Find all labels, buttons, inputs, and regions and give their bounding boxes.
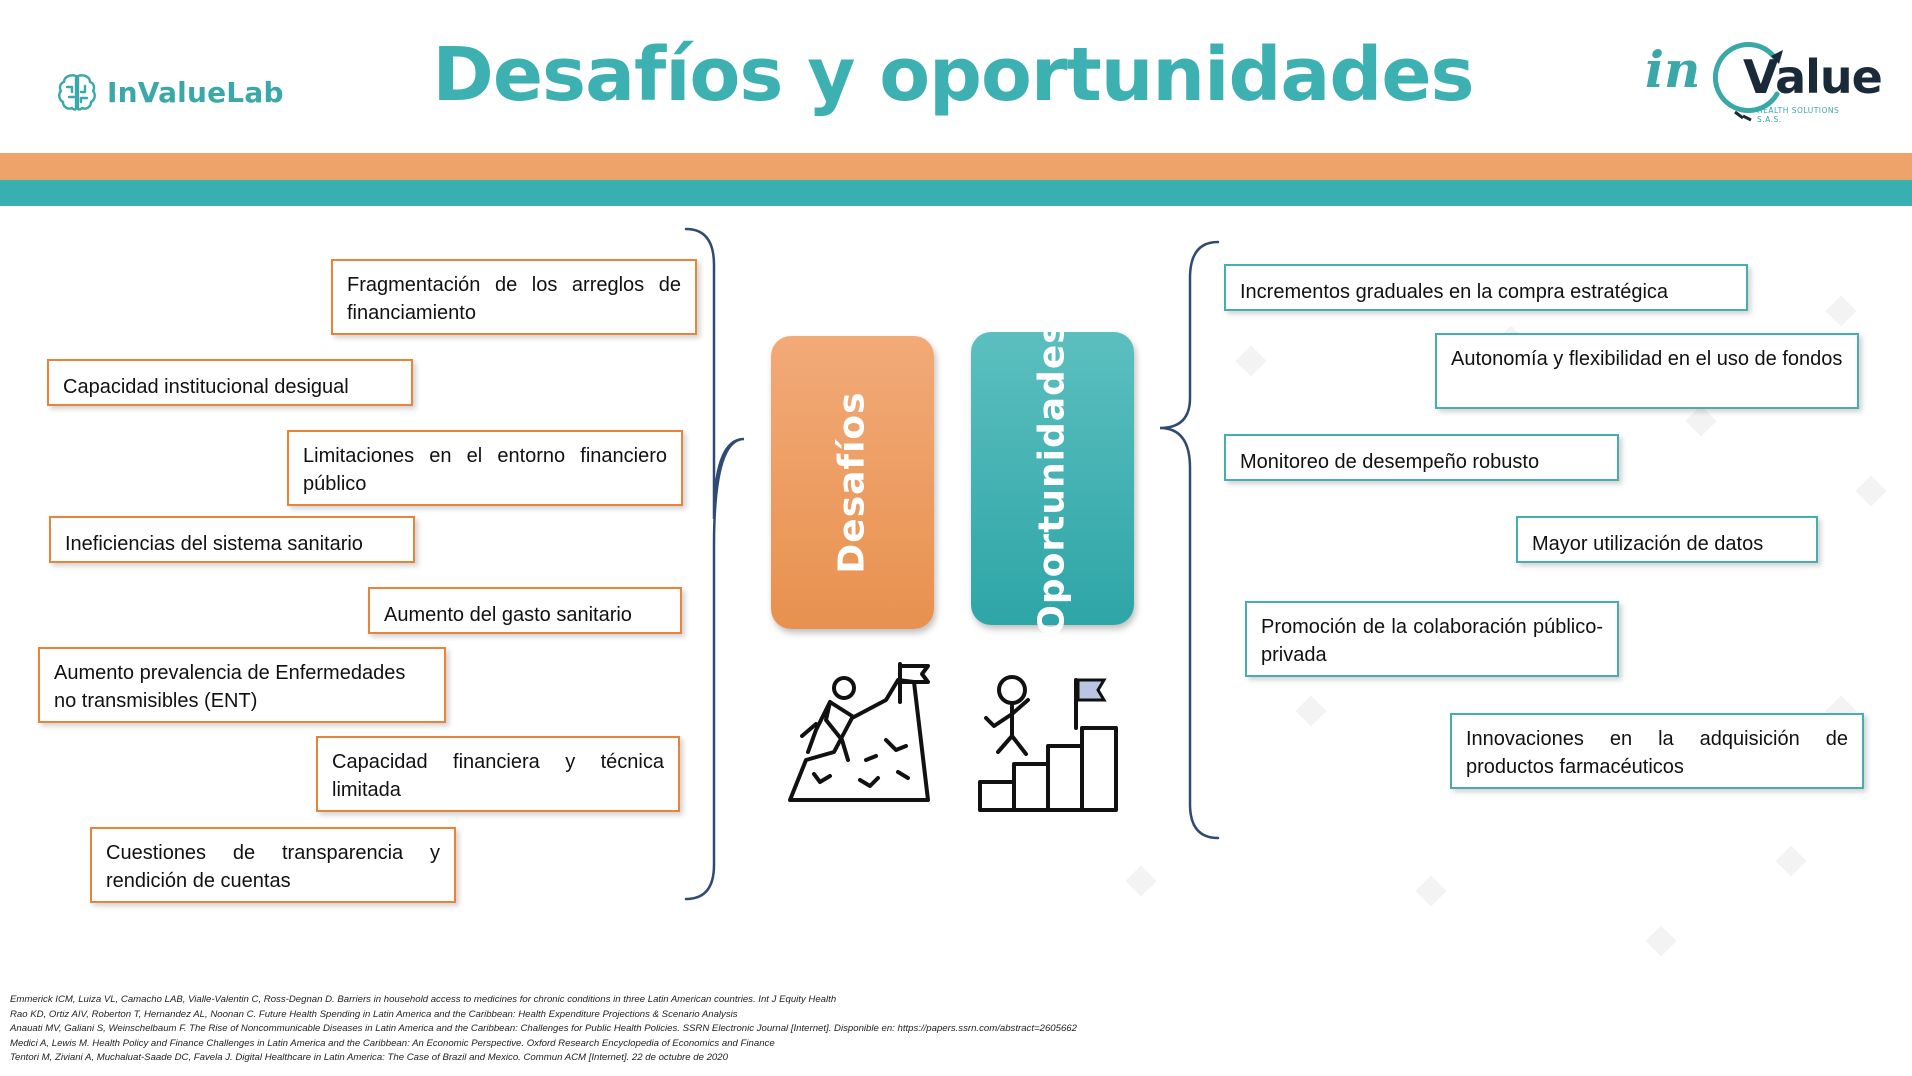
challenge-text: Capacidad institucional desigual (63, 376, 349, 398)
background-diamond (1295, 695, 1326, 726)
opportunity-text: Innovaciones en la adquisición de productos farmacéuticos (1466, 728, 1848, 778)
challenge-box (316, 736, 680, 812)
challenge-box (49, 516, 415, 563)
reference-item: Emmerick ICM, Luiza VL, Camacho LAB, Vialle-Valentin C, Ross-Degnan D. Barriers in household access to medicines for chronic conditions in three Latin American countries. Int J Equity Health (10, 994, 837, 1005)
background-diamond (1855, 475, 1886, 506)
stairs-goal-icon (976, 674, 1120, 814)
opportunity-text: Autonomía y flexibilidad en el uso de fondos (1451, 348, 1843, 370)
reference-item: Tentori M, Ziviani A, Muchaluat-Saade DC, Favela J. Digital Healthcare in Latin America: The Case of Brazil and Mexico. Commun ACM [Internet]. 22 de octubre de 2020 (10, 1052, 728, 1064)
background-diamond (1685, 405, 1716, 436)
logo-text: InValueLab (107, 75, 284, 109)
invalue-logo (1645, 36, 1882, 126)
opportunity-box (1224, 264, 1748, 311)
climber-icon (786, 660, 932, 806)
opportunity-text: Promoción de la colaboración público-privada (1261, 616, 1603, 666)
background-diamond (1775, 845, 1806, 876)
opportunity-text: Mayor utilización de datos (1532, 533, 1764, 555)
reference-item: Rao KD, Ortiz AIV, Roberton T, Hernandez AL, Noonan C. Future Health Spending in Latin America and the Caribbean: Health Expenditure Projections & Scenario Analysis (10, 1008, 738, 1020)
challenge-text: Limitaciones en el entorno financiero público (303, 445, 667, 495)
background-diamond (1125, 865, 1156, 896)
challenge-text: Ineficiencias del sistema sanitario (65, 533, 363, 555)
opportunity-box (1450, 713, 1864, 789)
challenge-text: Fragmentación de los arreglos de financiamiento (347, 274, 681, 324)
challenge-text: Aumento prevalencia de Enfermedades no transmisibles (ENT) (54, 662, 406, 712)
challenge-box (47, 359, 413, 406)
challenge-box (38, 647, 446, 723)
opportunity-box (1245, 601, 1619, 677)
logo-value-text: Value (1743, 50, 1882, 104)
desafios-card (771, 336, 934, 629)
page-title: Desafíos y oportunidades (432, 32, 1474, 118)
opportunity-text: Monitoreo de desempeño robusto (1240, 451, 1540, 473)
opportunity-text: Incrementos graduales en la compra estratégica (1240, 281, 1669, 303)
desafios-label: Desafíos (832, 391, 873, 574)
right-brace (1154, 238, 1224, 842)
challenge-text: Aumento del gasto sanitario (384, 604, 632, 626)
background-diamond (1645, 925, 1676, 956)
background-diamond (1825, 295, 1856, 326)
challenge-box (331, 259, 697, 335)
background-diamond (1415, 875, 1446, 906)
challenge-box (368, 587, 682, 634)
oportunidades-card (971, 321, 1134, 636)
challenge-box (90, 827, 456, 903)
challenge-box (287, 430, 683, 506)
background-diamond (1235, 345, 1266, 376)
header-band-orange (0, 153, 1912, 180)
reference-item: Medici A, Lewis M. Health Policy and Finance Challenges in Latin America and the Caribbean: An Economic Perspective. Oxford Research Encyclopedia of Economics and Finance (10, 1037, 775, 1049)
oportunidades-label: Oportunidades (1032, 321, 1073, 636)
logo-in-text: in (1645, 40, 1701, 99)
opportunity-box (1435, 333, 1859, 409)
challenge-text: Cuestiones de transparencia y rendición de cuentas (106, 842, 440, 892)
header-band-teal (0, 180, 1912, 206)
left-brace (680, 225, 750, 903)
challenge-text: Capacidad financiera y técnica limitada (332, 751, 664, 801)
opportunity-box (1516, 516, 1818, 563)
opportunity-box (1224, 434, 1619, 481)
reference-item: Anauati MV, Galiani S, Weinschelbaum F. The Rise of Noncommunicable Diseases in Latin America and the Caribbean: Challenges for Public Health Policies. SSRN Electronic Journal [Internet]. Disponible en: https://papers.ssrn.com/abstract=2605662 (10, 1023, 1077, 1035)
references (10, 993, 1077, 1066)
logo-subtitle: HEALTH SOLUTIONS S.A.S. (1757, 106, 1840, 124)
